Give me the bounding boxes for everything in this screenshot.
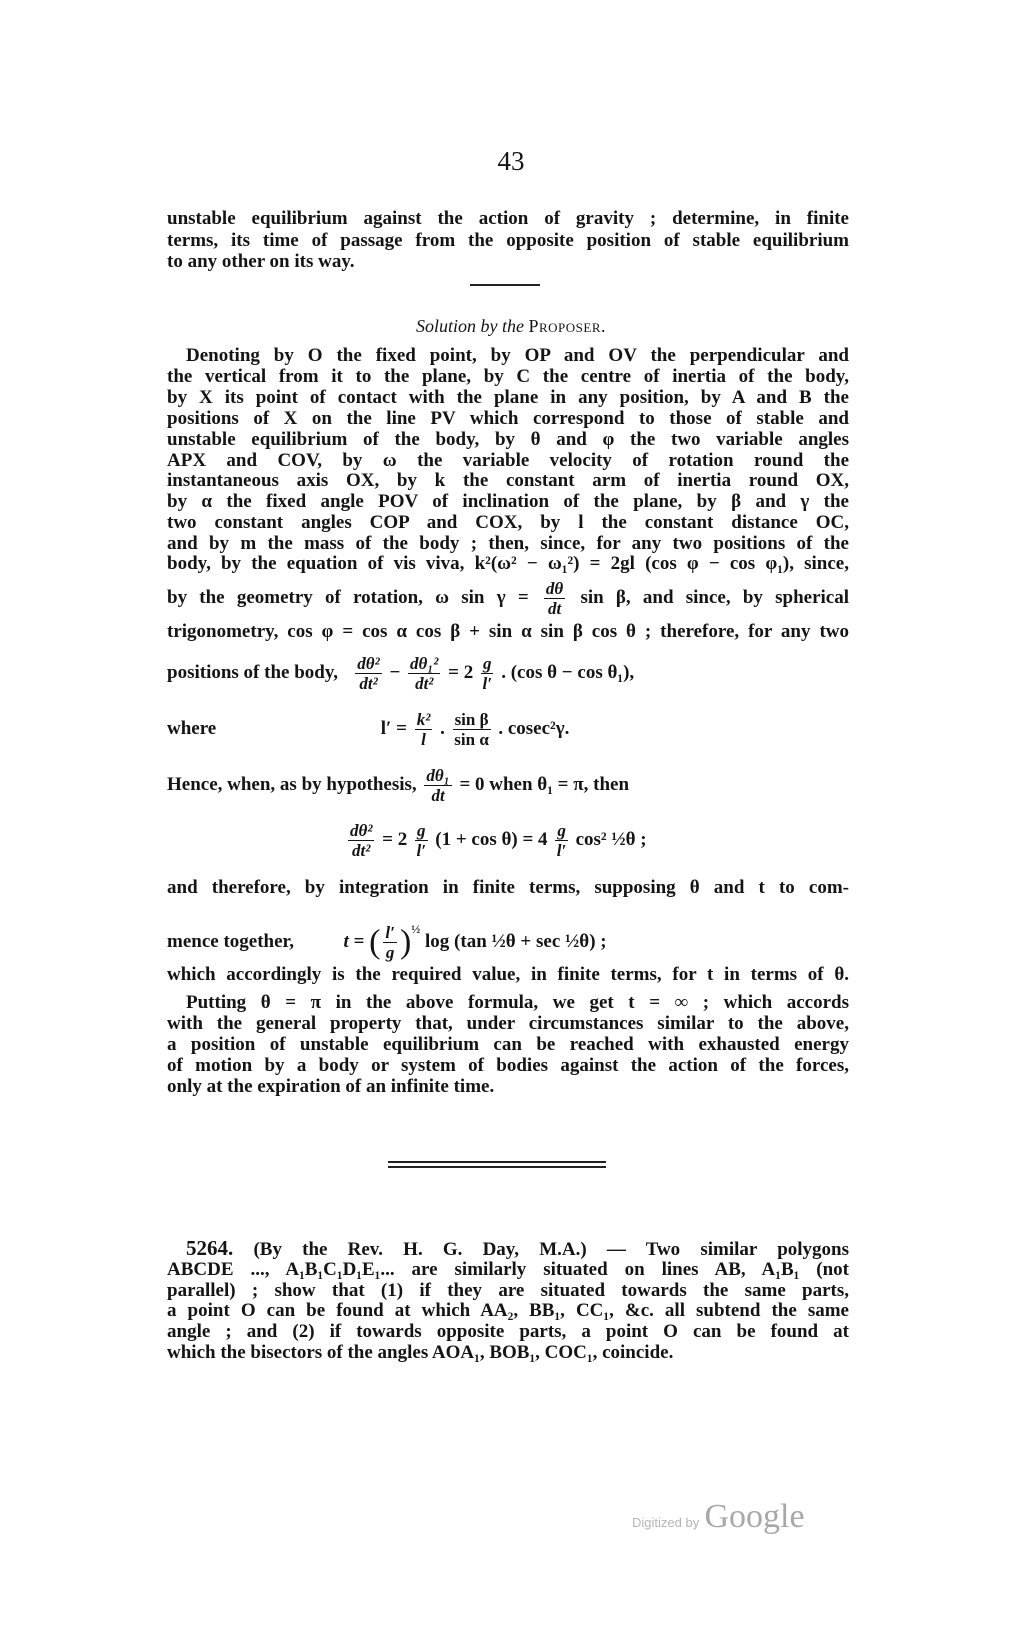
text-line: a position of unstable equilibrium can be reached with exhausted energy xyxy=(167,1034,849,1055)
text: . xyxy=(440,718,445,739)
denominator: dt xyxy=(547,599,562,619)
text-line: APX and COV, by ω the variable velocity of rotation round the xyxy=(167,450,849,471)
fraction xyxy=(424,766,451,805)
text: positions of the body, xyxy=(167,662,339,683)
numerator: k² xyxy=(416,710,431,730)
denominator: l xyxy=(421,730,426,750)
text: by the geometry of rotation, ω sin γ = xyxy=(167,587,529,608)
text: log (tan ½θ + sec ½θ) ; xyxy=(425,931,607,952)
denominator: dt² xyxy=(359,674,378,694)
text-line: Putting θ = π in the above formula, we get t = ∞ ; which accords xyxy=(186,992,849,1013)
numerator: dθ₁ xyxy=(426,766,450,786)
text: mence together, xyxy=(167,931,294,952)
fraction xyxy=(348,821,374,860)
text-line: ABCDE ..., A₁B₁C₁D₁E₁... are similarly situated on lines AB, A₁B₁ (not xyxy=(167,1259,849,1280)
text-line: two constant angles COP and COX, by l the constant distance OC, xyxy=(167,512,849,533)
text-line: with the general property that, under circumstances similar to the above, xyxy=(167,1013,849,1034)
digitized-watermark xyxy=(632,1498,805,1536)
denominator: sin α xyxy=(454,730,489,750)
fraction xyxy=(408,654,440,693)
denominator: l′ xyxy=(482,674,492,694)
equation-time xyxy=(167,908,849,964)
text: cos² ½θ ; xyxy=(575,829,647,850)
fraction xyxy=(383,923,397,962)
text-line: which accordingly is the required value, in finite terms, for t in terms of θ. xyxy=(167,964,849,985)
fraction xyxy=(355,654,381,693)
google-logo: Google xyxy=(704,1498,805,1535)
text: (By the Rev. H. G. Day, M.A.) — Two similar polygons xyxy=(253,1239,849,1260)
equation-velocity xyxy=(345,820,647,860)
exponent: ½ xyxy=(411,922,421,936)
text: . cosec²γ. xyxy=(498,718,570,739)
solution-prefix: Solution by the xyxy=(415,316,524,336)
text-line: by α the fixed angle POV of inclination of the plane, by β and γ the xyxy=(167,491,849,512)
text: (1 + cos θ) = 4 xyxy=(435,829,548,850)
text-line: only at the expiration of an infinite time. xyxy=(167,1076,495,1097)
page-number: 43 xyxy=(497,146,525,176)
text-line: trigonometry, cos φ = cos α cos β + sin α sin β cos θ ; therefore, for any two xyxy=(167,621,849,642)
digitized-label: Digitized by xyxy=(632,1515,700,1530)
text: l′ = xyxy=(380,718,407,739)
text: . (cos θ − cos θ₁), xyxy=(501,662,635,683)
text-line: and by m the mass of the body ; then, since, for any two positions of the xyxy=(167,533,849,554)
text-line: body, by the equation of vis viva, k²(ω² − ω₁²) = 2gl (cos φ − cos φ₁), since, xyxy=(167,553,849,574)
fraction xyxy=(544,579,565,618)
text-line: a point O can be found at which AA₂, BB₁, CC₁, &c. all subtend the same xyxy=(167,1300,849,1321)
denominator: l′ xyxy=(556,841,567,861)
denominator: dt² xyxy=(415,674,434,694)
text: − xyxy=(389,662,401,683)
equation-rotation xyxy=(167,578,849,618)
paren: ) xyxy=(399,923,412,961)
intro-line: unstable equilibrium against the action of gravity ; determine, in finite xyxy=(167,208,849,229)
problem-first-line xyxy=(186,1237,849,1261)
text: where xyxy=(167,718,217,739)
denominator: g xyxy=(385,943,395,963)
numerator: l′ xyxy=(385,923,395,943)
double-rule-bottom xyxy=(388,1166,606,1168)
solution-author: Proposer. xyxy=(528,316,606,336)
paren: ( xyxy=(369,923,381,961)
text: Hence, when, as by hypothesis, xyxy=(167,774,417,795)
text-line: the vertical from it to the plane, by C the centre of inertia of the body, xyxy=(167,366,849,387)
equation-where xyxy=(167,709,569,749)
denominator: l′ xyxy=(416,841,426,861)
equation-positions xyxy=(167,653,849,693)
numerator: g xyxy=(417,821,426,841)
text-line: parallel) ; show that (1) if they are situated towards the same parts, xyxy=(167,1280,849,1301)
text: sin β, and since, by spherical xyxy=(580,587,850,608)
denominator: dt xyxy=(431,786,445,806)
intro-line: to any other on its way. xyxy=(167,251,355,272)
text-line: by X its point of contact with the plane in any position, by A and B the xyxy=(167,387,849,408)
numerator: g xyxy=(482,654,492,674)
denominator: dt² xyxy=(352,841,371,861)
numerator: dθ xyxy=(545,579,564,599)
fraction xyxy=(415,710,433,749)
section-divider xyxy=(470,284,540,286)
double-rule-top xyxy=(388,1161,606,1163)
fraction xyxy=(481,654,494,693)
equation-hence xyxy=(167,765,849,805)
numerator: dθ₁² xyxy=(410,654,439,674)
solution-heading xyxy=(0,316,1022,337)
text: t = xyxy=(343,931,365,952)
intro-line: terms, its time of passage from the opposite position of stable equilibrium xyxy=(167,230,849,251)
text-line: instantaneous axis OX, by k the constant arm of inertia round OX, xyxy=(167,470,849,491)
numerator: sin β xyxy=(454,710,489,730)
text-line: positions of X on the line PV which correspond to those of stable and xyxy=(167,408,849,429)
text-line: angle ; and (2) if towards opposite parts, a point O can be found at xyxy=(167,1321,849,1342)
problem-number: 5264. xyxy=(186,1236,234,1260)
fraction xyxy=(453,710,491,749)
text: = 2 xyxy=(448,662,474,683)
text-line: of motion by a body or system of bodies against the action of the forces, xyxy=(167,1055,849,1076)
text: = 2 xyxy=(382,829,408,850)
numerator: dθ² xyxy=(357,654,380,674)
fraction xyxy=(415,821,428,860)
text: = 0 when θ₁ = π, then xyxy=(459,774,630,795)
numerator: g xyxy=(557,821,566,841)
text-line: unstable equilibrium of the body, by θ and φ the two variable angles xyxy=(167,429,849,450)
text-line: which the bisectors of the angles AOA₁, BOB₁, COC₁, coincide. xyxy=(167,1342,674,1363)
text-line: and therefore, by integration in finite terms, supposing θ and t to com- xyxy=(167,877,849,898)
numerator: dθ² xyxy=(350,821,373,841)
fraction xyxy=(555,821,568,860)
text-line: Denoting by O the fixed point, by OP and OV the perpendicular and xyxy=(186,345,849,366)
